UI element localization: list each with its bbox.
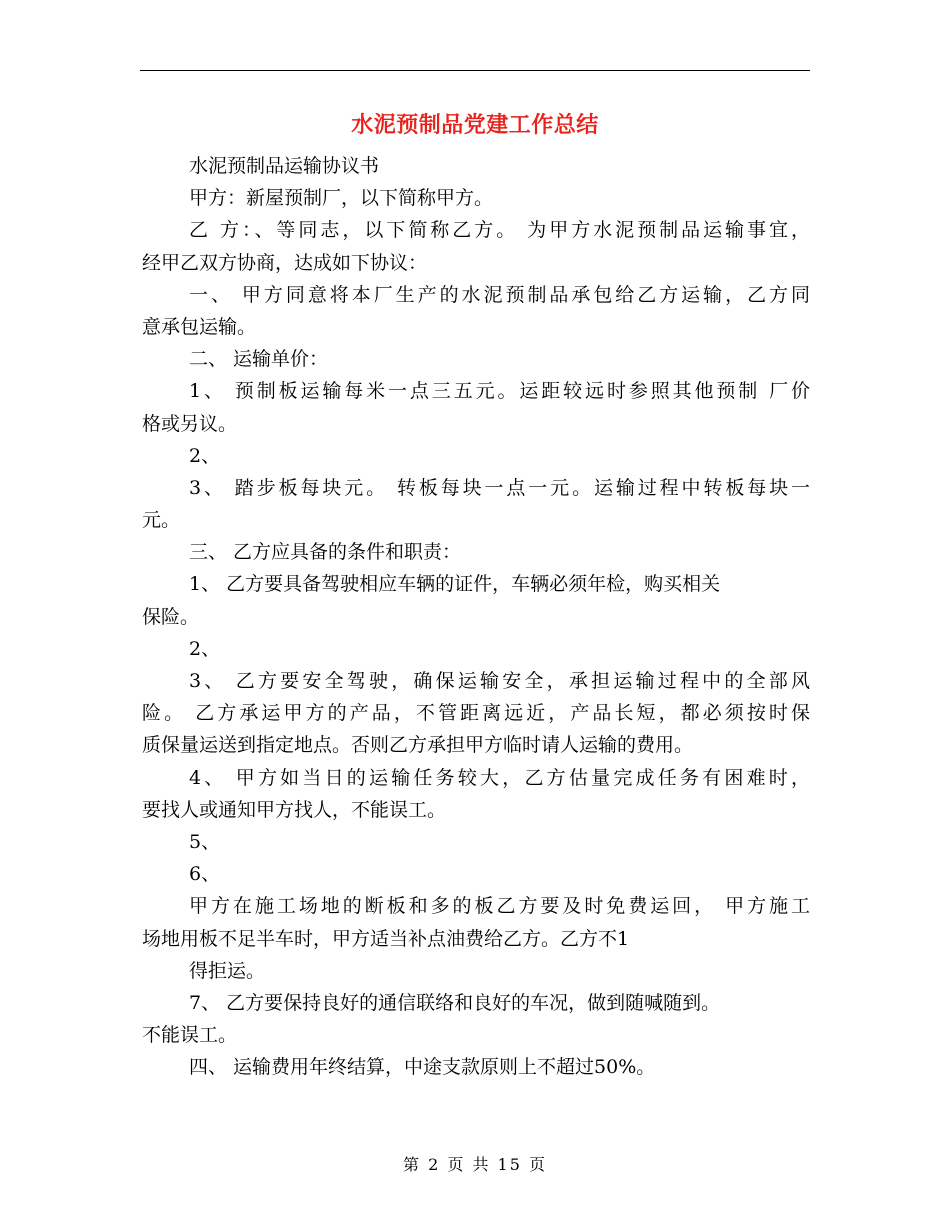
body-line: 场地用板不足半车时，甲方适当补点油费给乙方。乙方不1 <box>142 927 630 950</box>
body-line: 甲方：新屋预制厂，以下简称甲方。 <box>189 187 494 210</box>
body-line: 5、 <box>189 830 221 853</box>
body-line: 经甲乙双方协商，达成如下协议： <box>142 251 428 274</box>
body-line: 二、 运输单价： <box>189 348 329 371</box>
body-line: 四、 运输费用年终结算，中途支款原则上不超过50%。 <box>189 1056 656 1079</box>
page-footer: 第 2 页 共 15 页 <box>403 1155 547 1174</box>
body-line: 意承包运输。 <box>142 315 257 338</box>
body-line: 要找人或通知甲方找人，不能误工。 <box>142 798 447 821</box>
body-line: 一、 甲方同意将本厂生产的水泥预制品承包给乙方运输，乙方同 <box>189 283 810 306</box>
body-line: 质保量运送到指定地点。否则乙方承担甲方临时请人运输的费用。 <box>142 734 694 757</box>
body-line: 格或另议。 <box>142 412 238 435</box>
body-line: 7、 乙方要保持良好的通信联络和良好的车况，做到随喊随到。 <box>189 991 721 1014</box>
body-line: 保险。 <box>142 605 200 628</box>
body-line: 1、 乙方要具备驾驶相应车辆的证件，车辆必须年检，购买相关 <box>189 573 721 596</box>
body-line: 乙 方：、等同志，以下简称乙方。 为甲方水泥预制品运输事宜， <box>189 219 810 242</box>
body-line: 水泥预制品运输协议书 <box>189 155 380 177</box>
body-line: 三、 乙方应具备的条件和职责： <box>189 541 462 564</box>
body-line: 4、 甲方如当日的运输任务较大，乙方估量完成任务有困难时， <box>189 766 810 789</box>
body-line: 元。 <box>142 509 181 532</box>
body-line: 得拒运。 <box>189 959 266 982</box>
body-line: 1、 预制板运输每米一点三五元。运距较远时参照其他预制 厂价 <box>189 380 810 403</box>
body-line: 险。 乙方承运甲方的产品，不管距离远近，产品长短，都必须按时保 <box>142 702 810 725</box>
document-title: 水泥预制品党建工作总结 <box>351 112 599 138</box>
header-rule <box>140 70 810 71</box>
body-line: 甲方在施工场地的断板和多的板乙方要及时免费运回， 甲方施工 <box>189 895 810 918</box>
body-line: 2、 <box>189 637 221 660</box>
body-line: 3、 乙方要安全驾驶，确保运输安全，承担运输过程中的全部风 <box>189 670 810 692</box>
body-line: 3、 踏步板每块元。 转板每块一点一元。运输过程中转板每块一 <box>189 476 810 499</box>
body-line: 2、 <box>189 444 221 467</box>
body-line: 不能误工。 <box>142 1024 238 1047</box>
body-line: 6、 <box>189 863 221 886</box>
document-body <box>142 150 810 1083</box>
